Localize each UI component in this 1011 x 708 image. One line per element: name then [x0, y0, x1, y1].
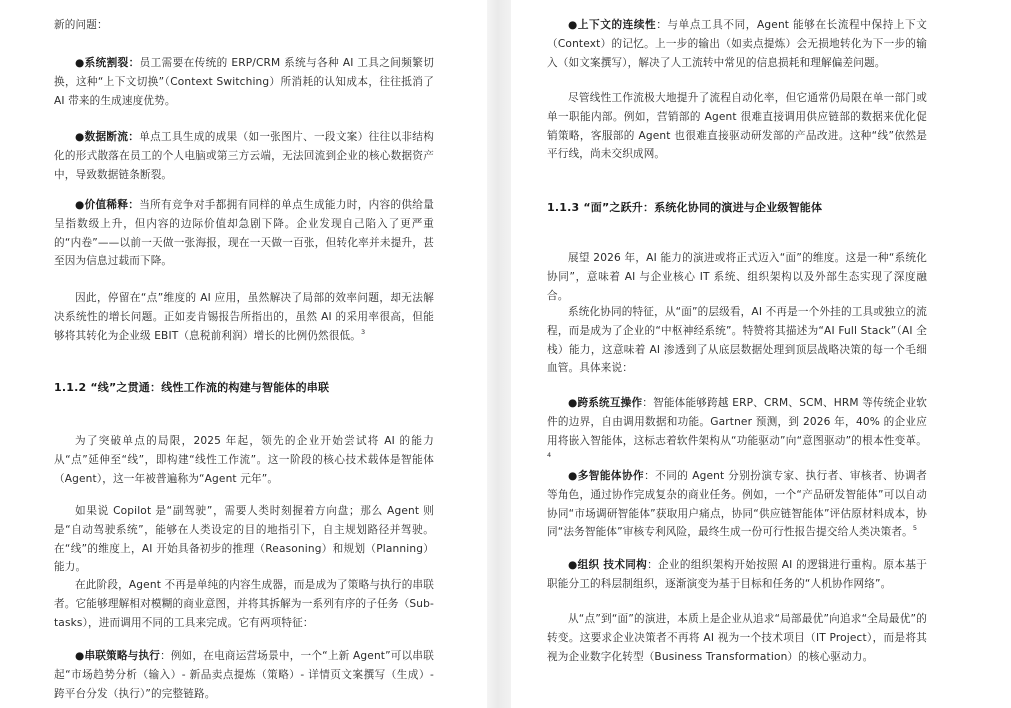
paragraph-2026: 展望 2026 年，AI 能力的演进或将正式迈入“面”的维度。这是一种“系统化协同”，意味着 AI 与企业核心 IT 系统、组织架构以及外部生态实现了深度融合。	[547, 252, 927, 302]
bullet-text: ：不同的 Agent 分别扮演专家、执行者、审核者、协调者等角色，通过协作完成复杂的商业任务。例如，一个“产品研发智能体”可以自动协同“市场调研智能体”获取用户痛点，协同“供应链智能体”评估原材料成本，协同“法务智能体”审核专利风险，最终生成一份可行性报告提交给人类决策者。	[547, 470, 927, 539]
bullet-term: 跨系统互操作	[577, 397, 643, 409]
intro-paragraph: 新的问题：	[54, 19, 108, 31]
bullet-value-dilution	[54, 196, 434, 271]
bullet-text: 当所有竞争对手都拥有同样的单点生成能力时，内容的供给量呈指数级上升，但内容的边际价值却急剧下降。企业发现自己陷入了更严重的“内卷”——以前一天做一张海报，现在一天做一百张，但转化率并未提升，甚至因为信息过载而下降。	[54, 199, 434, 268]
bullet-text: 单点工具生成的成果（如一张图片、一段文案）往往以非结构化的形式散落在员工的个人电脑或第三方云端，无法回流到企业的核心数据资产中，导致数据链条断裂。	[54, 131, 434, 181]
bullet-dot: ●	[75, 650, 85, 662]
bullet-dot: ●	[568, 470, 578, 482]
bullet-text: ：企业的组织架构开始按照 AI 的逻辑进行重构。原本基于职能分工的科层制组织，逐渐演变为基于目标和任务的“人机协作网络”。	[547, 559, 927, 590]
bullet-text: ：智能体能够跨越 ERP、CRM、SCM、HRM 等传统企业软件的边界，自由调用数据和功能。Gartner 预测，到 2026 年，40% 的企业应用将嵌入智能体，这标志着软件架构从“功能驱动”向“意图驱动”的根本性变革。	[547, 397, 927, 447]
bullet-term: 价值稀释：	[84, 199, 140, 211]
bullet-term: 数据断流：	[84, 131, 140, 143]
footnote-ref: 3	[361, 327, 366, 336]
bullet-context-continuity	[547, 16, 927, 72]
right-page	[511, 0, 1011, 708]
bullet-term: 串联策略与执行	[84, 650, 161, 662]
section-heading-1-1-3: 1.1.3 “面”之跃升：系统化协同的演进与企业级智能体	[547, 201, 823, 214]
bullet-text: ：例如，在电商运营场景中，一个“上新 Agent”可以串联起“市场趋势分析（输入）- 新品卖点提炼（策略）- 详情页文案撰写（生成）- 跨平台分发（执行）”的完整链路。	[54, 650, 434, 700]
paragraph-feature: 系统化协同的特征，从“面”的层级看，AI 不再是一个外挂的工具或独立的流程，而是成为了企业的“中枢神经系统”。特赞将其描述为“AI Full Stack”（AI 全栈）能力，这意味着 AI 渗透到了从底层数据处理到顶层战略决策的每一个毛细血管。具体来说：	[547, 306, 927, 375]
paragraph-limitation: 尽管线性工作流极大地提升了流程自动化率，但它通常仍局限在单一部门或单一职能内部。例如，营销部的 Agent 很难直接调用供应链部的数据来优化促销策略，客服部的 Agent 也很难直接驱动研发部的产品改进。这种“线”依然是平行线，尚未交织成网。	[547, 92, 927, 161]
bullet-dot: ●	[568, 19, 578, 31]
bullet-text: ：与单点工具不同，Agent 能够在长流程中保持上下文（Context）的记忆。上一步的输出（如卖点提炼）会无损地转化为下一步的输入（如文案撰写），解决了人工流转中常见的信息损耗和理解偏差问题。	[547, 19, 927, 69]
paragraph-final: 从“点”到“面”的演进，本质上是企业从追求“局部最优”向追求“全局最优”的转变。这要求企业决策者不再将 AI 视为一个技术项目（IT Project），而是将其视为企业数字化转型（Business Transformation）的核心驱动力。	[547, 613, 927, 663]
footnote-ref: 4	[547, 451, 552, 460]
bullet-data-break	[54, 128, 434, 184]
bullet-dot: ●	[75, 199, 85, 211]
page-gutter	[487, 0, 511, 708]
paragraph-text: 因此，停留在“点”维度的 AI 应用，虽然解决了局部的效率问题，却无法解决系统性的增长问题。正如麦肯锡报告所指出的，虽然 AI 的采用率很高，但能够将其转化为企业级 EBIT（息税前利润）增长的比例仍然很低。	[54, 292, 434, 342]
conclusion-paragraph	[54, 289, 434, 345]
bullet-dot: ●	[568, 559, 578, 571]
bullet-term: 组织 技术同构	[577, 559, 648, 571]
bullet-term: 多智能体协作	[577, 470, 645, 482]
bullet-multi-agent	[547, 467, 927, 542]
left-page	[0, 0, 487, 708]
bullet-text: 员工需要在传统的 ERP/CRM 系统与各种 AI 工具之间频繁切换，这种“上下文切换”（Context Switching）所消耗的认知成本，往往抵消了 AI 带来的生成速度优势。	[54, 57, 435, 107]
paragraph-copilot: 如果说 Copilot 是“副驾驶”，需要人类时刻握着方向盘；那么 Agent 则是“自动驾驶系统”，能够在人类设定的目的地指引下，自主规划路径并驾驶。在“线”的维度上，AI 开始具备初步的推理（Reasoning）和规划（Planning）能力。	[54, 505, 434, 574]
bullet-dot: ●	[75, 131, 85, 143]
bullet-term: 上下文的连续性	[577, 19, 657, 31]
bullet-term: 系统割裂：	[84, 57, 140, 69]
bullet-system-fragmentation	[54, 54, 434, 110]
bullet-cross-system	[547, 394, 927, 469]
paragraph-2025: 为了突破单点的局限，2025 年起，领先的企业开始尝试将 AI 的能力从“点”延伸至“线”，即构建“线性工作流”。这一阶段的核心技术载体是智能体（Agent），这一年被普遍称为“Agent 元年”。	[54, 435, 434, 485]
paragraph-stage: 在此阶段，Agent 不再是单纯的内容生成器，而是成为了策略与执行的串联者。它能够理解相对模糊的商业意图，并将其拆解为一系列有序的子任务（Sub-tasks），进而调用不同的工具来完成。它有两项特征：	[54, 579, 434, 629]
bullet-dot: ●	[568, 397, 578, 409]
bullet-strategy-execution	[54, 647, 434, 703]
section-heading-1-1-2: 1.1.2 “线”之贯通：线性工作流的构建与智能体的串联	[54, 381, 330, 394]
bullet-org-tech-isomorphism	[547, 556, 927, 594]
footnote-ref: 5	[912, 524, 918, 533]
bullet-dot: ●	[75, 57, 85, 69]
